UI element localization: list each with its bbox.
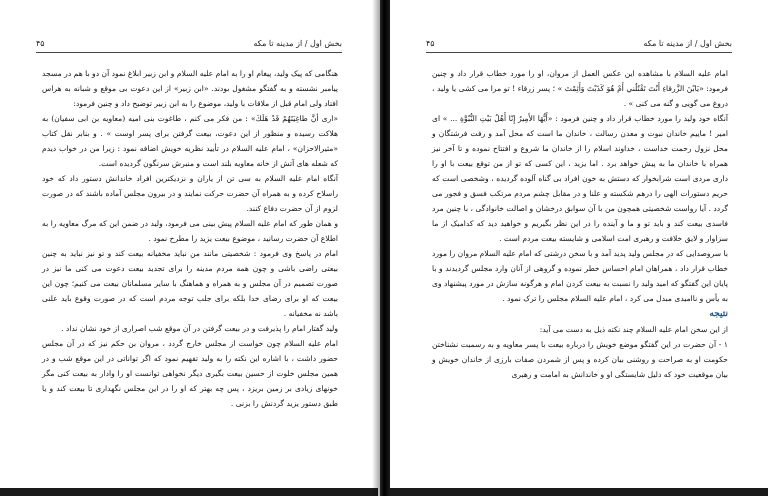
paragraph: «اری أنَّ طاغِيَتَهُمْ قَدْ هَلَكَ» : من فکر می کنم ، طاغوت بنی امیه (معاویه بن ابی سفیان) به هلاکت رسیده و منظور از این دعوت، بیعت گرفتن برای پسر اوست » . و بنابر نقل کتاب «مثیرالاحزان» ، امام علیه السلام در تأیید نظریه خویش اضافه نمود : زیرا من در خواب دیدم که شعله های آتش از خانه معاویه بلند است و منبرش سرنگون گردیده است.: [42, 114, 338, 168]
paragraph: امام علیه السلام با مشاهده این عکس العمل از مروان، او را مورد خطاب قرار داد و چنین فرمود: «يَابْنَ الزَّرقاءِ أَنْتَ تَقْتُلُني أَمْ هُوَ كَذَبْتَ وَأَثِمْتَ » ؛ پسر زرقاء ! تو مرا می کشی یا ولید ، دروغ می گویی و گنه می کنی » .: [432, 69, 728, 108]
paragraph: امام در پاسخ وی فرمود : شخصیتی مانند من نباید مخفیانه بیعت کند و تو نیز نباید به چنین بیعتی راضی باشی و چون همه مردم مدینه را برای تجدید بیعت دعوت می کنی ما نیز در صورت تصمیم در آن مجلس و به همراه و هماهنگ با سایر مسلمانان بیعت می کنیم؛ چون این بیعت که او برای رضای خدا بلکه برای جلب توجه مردم است که در صورت وقوع باید علنی باشد نه مخفیانه .: [42, 249, 338, 318]
paragraph: آنگاه امام علیه السلام به سی تن از یاران و نزدیکترین افراد خاندانش دستور داد که خود راسلاح کرده و به همراه آن حضرت حرکت نمایند و در بیرون مجلس آماده باشند که در صورت لزوم از آن حضرت دفاع کنند.: [42, 174, 338, 213]
paragraph: هنگامی که پیک ولید، پیغام او را به امام علیه السلام و ابن زبیر ابلاغ نمود آن دو با هم در مسجد پیامبر نشسته و به گفتگو مشغول بودند. «ابن زبیر» از این دعوت بی موقع و شبانه به هراس افتاد ولی امام قبل از ملاقات با ولید، موضوع را به ابن زبیر توضیح داد و چنین فرمود:: [42, 69, 338, 108]
gutter-shadow: [372, 0, 380, 496]
page-edge: [0, 488, 378, 496]
running-title: بخش اول / از مدینه تا مکه: [253, 38, 342, 48]
paragraph: ولید گفتار امام را پذیرفت و در بیعت گرفتن در آن موقع شب اصراری از خود نشان نداد .: [61, 324, 338, 333]
section-intro: از این سخن امام علیه السلام چند نکته ذیل به دست می آید:: [539, 325, 728, 334]
right-page: [390, 0, 768, 496]
body-text: [42, 66, 338, 411]
paragraph: آنگاه خود ولید را مورد خطاب قرار داد و چنین فرمود : «أَيُّهَا الأَمِيرُ إِنّا أَهْلُ بَيْتِ النُّبُوَّةِ ... » ای امیر ! ماییم خاندان نبوت و معدن رسالت ، خاندان ما است که محل آمد و رفت فرشتگان و محل نزول رحمت خداست ، خداوند اسلام را از خاندان ما شروع و افتتاح نموده و تا آخر نیز همراه با خاندان ما به پیش خواهد برد . اما یزید ، این کسی که تو از من توقع بیعت با او را داری مردی است شرابخوار که دستش به خون افراد بی گناه آلوده گردیده ، وشخصی است که حریم دستورات الهی را درهم شکسته و علنا و در مقابل چشم مردم مرتکب فسق و فجور می گردد . آیا رواست شخصیتی همچون من با آن سوابق درخشان و اصالت خانوادگی ، با چنین مرد فاسدی بیعت کند و باید تو و ما و آینده را در این نظر بگیریم و خواهید دید که کدامیک از ما سزاوار و لایق خلافت و رهبری امت اسلامی و شایسته بیعت مردم است .: [432, 114, 728, 243]
paragraph: و همان طور که امام علیه السلام پیش بینی می فرمود، ولید در ضمن این که مرگ معاویه را به اطلاع آن حضرت رسانید ، موضوع بیعت یزید را مطرح نمود .: [42, 219, 338, 243]
page-number: ۴۵: [36, 38, 45, 48]
header-rule: [426, 52, 732, 53]
page-header: [36, 36, 342, 50]
paragraph: امام علیه السلام چون خواست از مجلس خارج گردد ، مروان بن حکم نیز که در آن مجلس حضور داشت ، با اشاره این نکته را به ولید تفهیم نمود که اگر تواناتی در این موقع شب و در همین مجلس خلوت از حسین بیعت بگیری دیگر نخواهی توانست او را وادار به بیعت کنی مگر خونهای زیادی بر زمین بریزد ، پس چه بهتر که او را در این مجلس نگهداری تا بیعت کند و یا طبق دستور یزید گردنش را بزنی .: [42, 339, 338, 408]
running-title: بخش اول / از مدینه تا مکه: [643, 38, 732, 48]
body-text: [432, 66, 728, 382]
page-edge: [390, 488, 768, 496]
paragraph: با سروصدایی که در مجلس ولید پدید آمد و با سخن درشتی که امام علیه السلام مروان را مورد خطاب قرار داد ، همراهان امام احساس خطر نموده و گروهی از آنان وارد مجلس گردیدند و با پایان این گفتگو که امید ولید را نسبت به بیعت کردن امام و هرگونه سازش در مورد پیشنهاد وی به یأس و ناامیدی مبدل می کرد ، امام علیه السلام مجلس را ترک نمود .: [432, 249, 728, 303]
page-number: ۴۵: [426, 38, 435, 48]
book-gutter: [380, 0, 390, 496]
section-item: ۱ - آن حضرت در این گفتگو موضع خویش را درباره بیعت با پسر معاویه و به رسمیت نشناختن حکومت او به صراحت و روشنی بیان کرده و پس از شمردن صفات بارزی از خاندان خویش و بیان موقعیت خود که دلیل شایستگی او و خاندانش به امامت و رهبری: [432, 340, 728, 379]
left-page: [0, 0, 378, 496]
section-heading: نتیجه: [709, 309, 728, 319]
header-rule: [36, 52, 342, 53]
page-header: [426, 36, 732, 50]
